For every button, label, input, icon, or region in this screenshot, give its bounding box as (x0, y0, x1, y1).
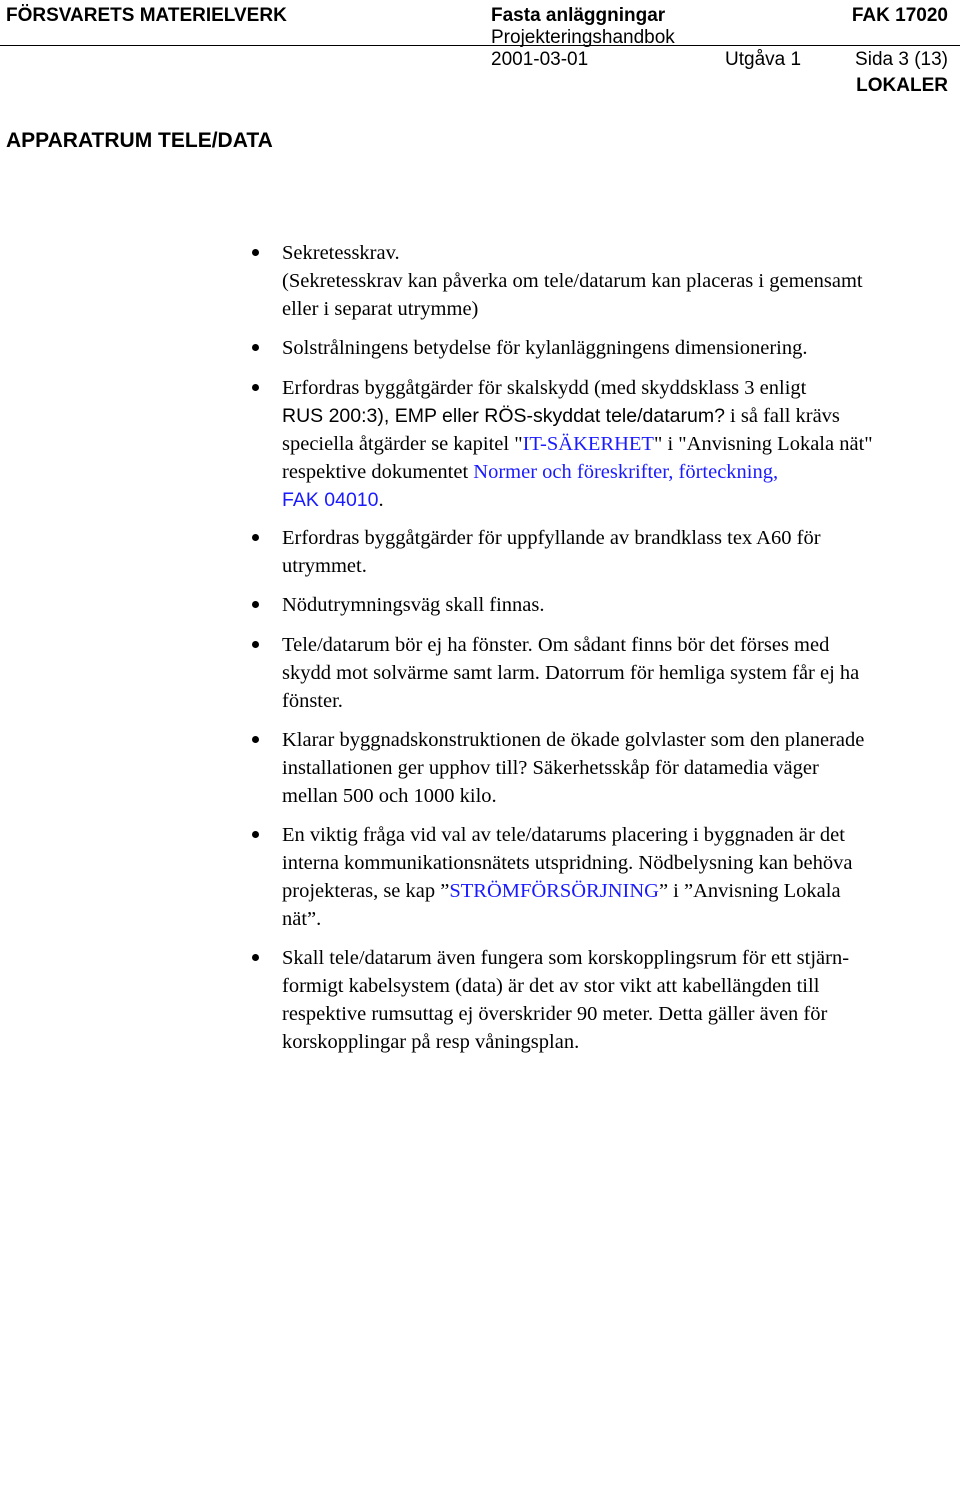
item-text-line: interna kommunikationsnätets utspridning. Nödbelysning kan behöva (282, 852, 853, 874)
header-row-meta (0, 47, 960, 73)
list-item (282, 821, 950, 933)
norms-document-link[interactable]: Normer och föreskrifter, förteckning, (473, 461, 779, 483)
bullet-icon (252, 344, 259, 351)
list-item (282, 239, 950, 323)
item-text-line: korskopplingar på resp våningsplan. (282, 1031, 580, 1053)
bullet-icon (252, 249, 259, 256)
list-item (282, 591, 950, 619)
item-text-line: (Sekretesskrav kan påverka om tele/datarum kan placeras i gemensamt (282, 270, 863, 292)
item-text-line: Erfordras byggåtgärder för skalskydd (med skyddsklass 3 enligt (282, 377, 807, 399)
item-text-line: fönster. (282, 690, 343, 712)
bullet-icon (252, 384, 259, 391)
item-text-line: eller i separat utrymme) (282, 298, 479, 320)
item-text-line: installationen ger upphov till? Säkerhetsskåp för datamedia väger (282, 757, 819, 779)
item-text-line (282, 430, 950, 458)
list-item (282, 944, 950, 1056)
item-text-line: Skall tele/datarum även fungera som korskopplingsrum för ett stjärn- (282, 947, 850, 969)
item-text-fragment: " i "Anvisning Lokala nät" (653, 433, 873, 455)
section-title: APPARATRUM TELE/DATA (6, 129, 273, 152)
bullet-icon (252, 601, 259, 608)
item-text-line: mellan 500 och 1000 kilo. (282, 785, 497, 807)
bullet-icon (252, 736, 259, 743)
list-item (282, 334, 950, 362)
item-text-fragment: i så fall krävs (724, 405, 840, 427)
item-text-line (282, 486, 950, 514)
list-item (282, 631, 950, 715)
header-document-title: Fasta anläggningar (491, 5, 666, 26)
list-item (282, 374, 950, 514)
item-text-line: utrymmet. (282, 555, 367, 577)
item-text-line: Sekretesskrav. (282, 242, 400, 264)
item-text-line: Klarar byggnadskonstruktionen de ökade golvlaster som den planerade (282, 729, 865, 751)
item-text-line (282, 877, 950, 905)
item-text-line: skydd mot solvärme samt larm. Datorrum för hemliga system får ej ha (282, 662, 860, 684)
header-date: 2001-03-01 (491, 49, 589, 70)
power-supply-link[interactable]: STRÖMFÖRSÖRJNING (449, 880, 659, 902)
item-text-fragment: ” i ”Anvisning Lokala (658, 880, 841, 902)
bullet-icon (252, 954, 259, 961)
item-text-line (282, 402, 950, 430)
header-page-number: Sida 3 (13) (855, 49, 948, 70)
bullet-icon (252, 641, 259, 648)
item-text-fragment: projekteras, se kap ” (282, 880, 450, 902)
item-text-fragment: RUS 200:3), EMP eller RÖS-skyddat tele/datarum? (282, 405, 725, 427)
item-text-fragment: respektive dokumentet (282, 461, 474, 483)
item-text-line (282, 458, 950, 486)
item-text-line: formigt kabelsystem (data) är det av stor vikt att kabellängden till (282, 975, 820, 997)
item-text-fragment: . (378, 489, 384, 511)
item-text-line: Tele/datarum bör ej ha fönster. Om sådant finns bör det förses med (282, 634, 830, 656)
item-text-line: Nödutrymningsväg skall finnas. (282, 594, 545, 616)
bullet-icon (252, 831, 259, 838)
bullet-icon (252, 534, 259, 541)
item-text-line: nät”. (282, 908, 322, 930)
item-text-fragment: speciella åtgärder se kapitel " (282, 433, 523, 455)
item-text-line: Solstrålningens betydelse för kylanläggningens dimensionering. (282, 337, 808, 359)
header-divider (0, 45, 960, 46)
item-text-line: En viktig fråga vid val av tele/datarums placering i byggnaden är det (282, 824, 845, 846)
list-item (282, 524, 950, 580)
header-category: LOKALER (856, 75, 948, 96)
header-row-category (0, 73, 960, 99)
header-document-id: FAK 17020 (851, 5, 948, 26)
header-subtitle: Projekteringshandbok (491, 27, 675, 48)
item-text-line: respektive rumsuttag ej överskrider 90 meter. Detta gäller även för (282, 1003, 828, 1025)
header-organization: FÖRSVARETS MATERIELVERK (6, 5, 287, 26)
fak-04010-link[interactable]: FAK 04010 (282, 489, 379, 511)
it-security-link[interactable]: IT-SÄKERHET (522, 433, 654, 455)
list-item (282, 726, 950, 810)
header-edition: Utgåva 1 (725, 49, 802, 70)
item-text-line: Erfordras byggåtgärder för uppfyllande av brandklass tex A60 för (282, 527, 821, 549)
